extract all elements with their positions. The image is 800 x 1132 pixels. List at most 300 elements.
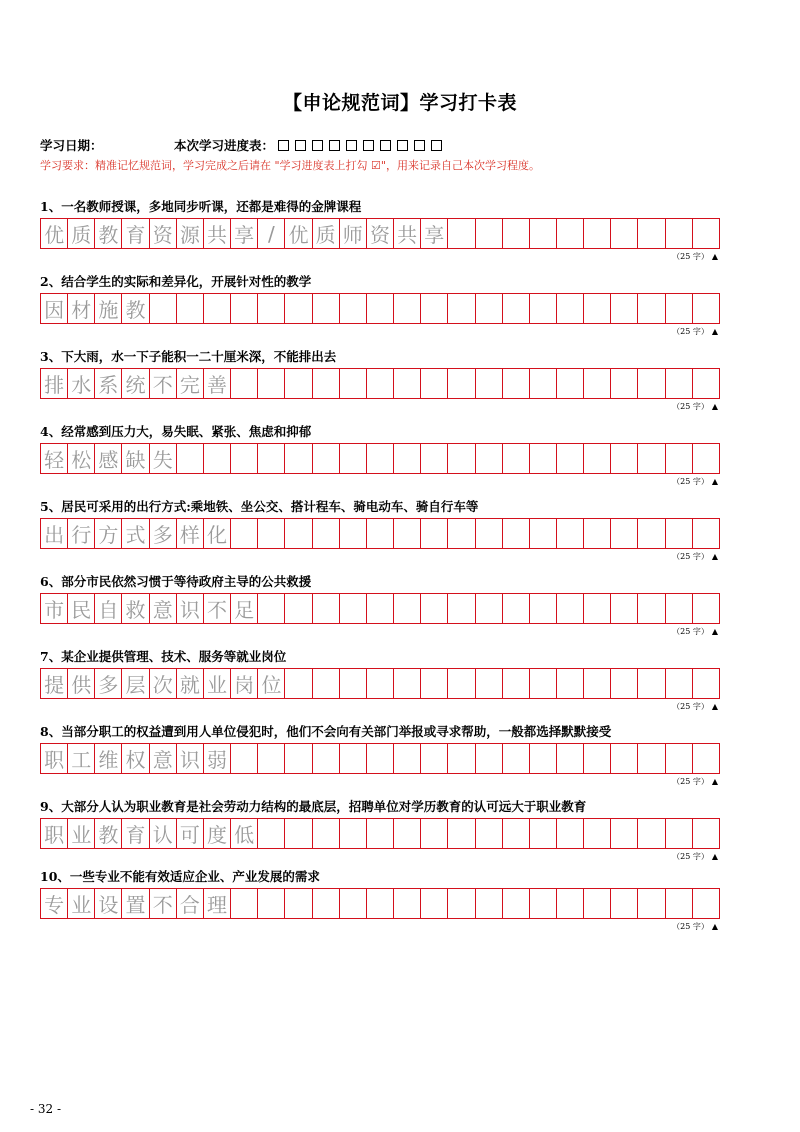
- grid-cell[interactable]: [611, 443, 638, 474]
- grid-cell[interactable]: [448, 818, 475, 849]
- grid-cell[interactable]: 业: [68, 818, 95, 849]
- page-title: 【申论规范词】学习打卡表: [282, 92, 517, 114]
- grid-cell[interactable]: [448, 593, 475, 624]
- grid-cell[interactable]: 失: [150, 443, 177, 474]
- grid-cell[interactable]: [258, 818, 285, 849]
- grid-cell[interactable]: [503, 593, 530, 624]
- grid-cell[interactable]: [476, 593, 503, 624]
- grid-cell[interactable]: [421, 668, 448, 699]
- grid-cell[interactable]: 救: [122, 593, 149, 624]
- grid-cell[interactable]: /: [258, 218, 285, 249]
- grid-cell[interactable]: 意: [150, 743, 177, 774]
- grid-cell[interactable]: [503, 218, 530, 249]
- grid-cell[interactable]: [693, 293, 720, 324]
- grid-cell[interactable]: 置: [122, 888, 149, 919]
- char-count-label: （25 字）: [672, 627, 709, 636]
- grid-cell[interactable]: [476, 888, 503, 919]
- grid-cell[interactable]: [503, 818, 530, 849]
- grid-cell[interactable]: [584, 818, 611, 849]
- grid-cell[interactable]: [204, 443, 231, 474]
- grid-cell[interactable]: [530, 888, 557, 919]
- progress-checkbox[interactable]: [278, 140, 289, 151]
- grid-cell[interactable]: [313, 668, 340, 699]
- grid-cell[interactable]: [367, 668, 394, 699]
- char-count-note: [40, 476, 720, 487]
- grid-cell[interactable]: 共: [394, 218, 421, 249]
- grid-cell[interactable]: [557, 443, 584, 474]
- question-text: 3、下大雨，水一下子能积一二十厘米深，不能排出去: [40, 349, 337, 364]
- practice-item: [40, 348, 720, 412]
- grid-cell[interactable]: [638, 218, 665, 249]
- grid-cell[interactable]: [285, 743, 312, 774]
- grid-cell[interactable]: 优: [285, 218, 312, 249]
- grid-cell[interactable]: [448, 293, 475, 324]
- grid-cell[interactable]: [448, 218, 475, 249]
- triangle-up-icon: ▲: [711, 477, 718, 486]
- grid-cell[interactable]: 民: [68, 593, 95, 624]
- grid-cell[interactable]: [367, 518, 394, 549]
- grid-cell[interactable]: [530, 368, 557, 399]
- grid-cell[interactable]: [177, 443, 204, 474]
- grid-cell[interactable]: [394, 518, 421, 549]
- grid-cell[interactable]: 教: [122, 293, 149, 324]
- grid-cell[interactable]: [448, 368, 475, 399]
- grid-cell[interactable]: [693, 668, 720, 699]
- grid-cell[interactable]: [666, 218, 693, 249]
- grid-cell[interactable]: 弱: [204, 743, 231, 774]
- grid-cell[interactable]: [476, 818, 503, 849]
- grid-cell[interactable]: 低: [231, 818, 258, 849]
- grid-cell[interactable]: [557, 218, 584, 249]
- grid-cell[interactable]: 源: [177, 218, 204, 249]
- grid-cell[interactable]: 不: [150, 368, 177, 399]
- progress-checkbox[interactable]: [397, 140, 408, 151]
- grid-cell[interactable]: [476, 668, 503, 699]
- grid-cell[interactable]: [231, 743, 258, 774]
- grid-cell[interactable]: [503, 668, 530, 699]
- grid-cell[interactable]: [476, 518, 503, 549]
- grid-cell[interactable]: [421, 888, 448, 919]
- grid-cell[interactable]: [231, 293, 258, 324]
- grid-cell[interactable]: [313, 888, 340, 919]
- grid-cell[interactable]: [313, 593, 340, 624]
- grid-cell[interactable]: [340, 818, 367, 849]
- grid-cell[interactable]: 感: [95, 443, 122, 474]
- grid-cell[interactable]: [367, 293, 394, 324]
- grid-cell[interactable]: [313, 293, 340, 324]
- char-count-label: （25 字）: [672, 402, 709, 411]
- question-text: 9、大部分人认为职业教育是社会劳动力结构的最底层，招聘单位对学历教育的认可远大于职业教育: [40, 799, 587, 814]
- grid-cell[interactable]: 资: [367, 218, 394, 249]
- grid-cell[interactable]: 不: [204, 593, 231, 624]
- grid-cell[interactable]: [258, 293, 285, 324]
- grid-cell[interactable]: [584, 293, 611, 324]
- grid-cell[interactable]: [394, 888, 421, 919]
- grid-cell[interactable]: 职: [41, 818, 68, 849]
- grid-cell[interactable]: [367, 593, 394, 624]
- grid-cell[interactable]: 善: [204, 368, 231, 399]
- grid-cell[interactable]: [421, 818, 448, 849]
- grid-cell[interactable]: [530, 668, 557, 699]
- grid-cell[interactable]: [584, 668, 611, 699]
- grid-cell[interactable]: 样: [177, 518, 204, 549]
- grid-cell[interactable]: 共: [204, 218, 231, 249]
- grid-cell[interactable]: 岗: [231, 668, 258, 699]
- grid-cell[interactable]: [611, 668, 638, 699]
- grid-cell[interactable]: [693, 218, 720, 249]
- grid-cell[interactable]: 认: [150, 818, 177, 849]
- grid-cell[interactable]: [611, 888, 638, 919]
- grid-cell[interactable]: 工: [68, 743, 95, 774]
- grid-cell[interactable]: [421, 743, 448, 774]
- grid-cell[interactable]: 式: [122, 518, 149, 549]
- progress-checkbox[interactable]: [346, 140, 357, 151]
- grid-cell[interactable]: [285, 818, 312, 849]
- grid-cell[interactable]: [476, 218, 503, 249]
- grid-cell[interactable]: 教: [95, 218, 122, 249]
- grid-cell[interactable]: [666, 593, 693, 624]
- char-count-note: [40, 551, 720, 562]
- triangle-up-icon: ▲: [711, 552, 718, 561]
- grid-cell[interactable]: 享: [231, 218, 258, 249]
- grid-cell[interactable]: 资: [150, 218, 177, 249]
- grid-cell[interactable]: 提: [41, 668, 68, 699]
- grid-cell[interactable]: [557, 293, 584, 324]
- practice-item: [40, 723, 720, 787]
- grid-cell[interactable]: [666, 668, 693, 699]
- grid-cell[interactable]: [584, 443, 611, 474]
- grid-cell[interactable]: [258, 888, 285, 919]
- grid-cell[interactable]: [340, 593, 367, 624]
- grid-cell[interactable]: 质: [313, 218, 340, 249]
- grid-cell[interactable]: 足: [231, 593, 258, 624]
- char-count-label: （25 字）: [672, 922, 709, 931]
- grid-cell[interactable]: [666, 518, 693, 549]
- grid-cell[interactable]: [367, 443, 394, 474]
- writing-grid: [40, 668, 720, 699]
- grid-cell[interactable]: 设: [95, 888, 122, 919]
- grid-cell[interactable]: [611, 743, 638, 774]
- grid-cell[interactable]: [611, 818, 638, 849]
- grid-cell[interactable]: [285, 593, 312, 624]
- writing-grid: [40, 743, 720, 774]
- grid-cell[interactable]: [313, 818, 340, 849]
- char-count-note: [40, 701, 720, 712]
- grid-cell[interactable]: [231, 368, 258, 399]
- grid-cell[interactable]: [313, 368, 340, 399]
- grid-cell[interactable]: [340, 293, 367, 324]
- grid-cell[interactable]: [394, 293, 421, 324]
- grid-cell[interactable]: [584, 743, 611, 774]
- grid-cell[interactable]: 材: [68, 293, 95, 324]
- grid-cell[interactable]: 多: [150, 518, 177, 549]
- grid-cell[interactable]: [503, 293, 530, 324]
- grid-cell[interactable]: 多: [95, 668, 122, 699]
- grid-cell[interactable]: [503, 443, 530, 474]
- grid-cell[interactable]: [394, 743, 421, 774]
- progress-checkbox[interactable]: [380, 140, 391, 151]
- grid-cell[interactable]: 师: [340, 218, 367, 249]
- grid-cell[interactable]: 教: [95, 818, 122, 849]
- grid-cell[interactable]: [367, 818, 394, 849]
- triangle-up-icon: ▲: [711, 922, 718, 931]
- grid-cell[interactable]: 专: [41, 888, 68, 919]
- grid-cell[interactable]: 优: [41, 218, 68, 249]
- grid-cell[interactable]: 供: [68, 668, 95, 699]
- practice-item: [40, 573, 720, 637]
- grid-cell[interactable]: 统: [122, 368, 149, 399]
- grid-cell[interactable]: [693, 888, 720, 919]
- grid-cell[interactable]: 识: [177, 593, 204, 624]
- grid-cell[interactable]: [394, 443, 421, 474]
- grid-cell[interactable]: [693, 818, 720, 849]
- grid-cell[interactable]: [204, 293, 231, 324]
- grid-cell[interactable]: [530, 518, 557, 549]
- grid-cell[interactable]: [584, 593, 611, 624]
- grid-cell[interactable]: 施: [95, 293, 122, 324]
- grid-cell[interactable]: [638, 293, 665, 324]
- grid-cell[interactable]: 权: [122, 743, 149, 774]
- progress-checkbox[interactable]: [414, 140, 425, 151]
- grid-cell[interactable]: [476, 743, 503, 774]
- grid-cell[interactable]: [421, 518, 448, 549]
- grid-cell[interactable]: [584, 218, 611, 249]
- grid-cell[interactable]: [584, 518, 611, 549]
- grid-cell[interactable]: [367, 368, 394, 399]
- practice-item: [40, 198, 720, 262]
- grid-cell[interactable]: 完: [177, 368, 204, 399]
- grid-cell[interactable]: [448, 888, 475, 919]
- grid-cell[interactable]: [177, 293, 204, 324]
- triangle-up-icon: ▲: [711, 702, 718, 711]
- grid-cell[interactable]: [666, 743, 693, 774]
- grid-cell[interactable]: [421, 593, 448, 624]
- grid-cell[interactable]: 市: [41, 593, 68, 624]
- grid-cell[interactable]: 就: [177, 668, 204, 699]
- grid-cell[interactable]: [313, 518, 340, 549]
- grid-cell[interactable]: 质: [68, 218, 95, 249]
- grid-cell[interactable]: [367, 888, 394, 919]
- grid-cell[interactable]: [557, 593, 584, 624]
- grid-cell[interactable]: 次: [150, 668, 177, 699]
- grid-cell[interactable]: [394, 668, 421, 699]
- practice-item: [40, 423, 720, 487]
- grid-cell[interactable]: [340, 518, 367, 549]
- grid-cell[interactable]: 出: [41, 518, 68, 549]
- grid-cell[interactable]: 意: [150, 593, 177, 624]
- triangle-up-icon: ▲: [711, 627, 718, 636]
- grid-cell[interactable]: [530, 293, 557, 324]
- grid-cell[interactable]: [448, 443, 475, 474]
- grid-cell[interactable]: 维: [95, 743, 122, 774]
- grid-cell[interactable]: 度: [204, 818, 231, 849]
- grid-cell[interactable]: [638, 743, 665, 774]
- grid-cell[interactable]: [367, 743, 394, 774]
- grid-cell[interactable]: [693, 518, 720, 549]
- grid-cell[interactable]: [611, 518, 638, 549]
- grid-cell[interactable]: [258, 368, 285, 399]
- grid-cell[interactable]: [584, 368, 611, 399]
- grid-cell[interactable]: [584, 888, 611, 919]
- grid-cell[interactable]: [693, 443, 720, 474]
- grid-cell[interactable]: [258, 593, 285, 624]
- question-text: 1、一名教师授课，多地同步听课，还都是难得的金牌课程: [40, 199, 362, 214]
- char-count-label: （25 字）: [672, 477, 709, 486]
- grid-cell[interactable]: 业: [68, 888, 95, 919]
- grid-cell[interactable]: [313, 743, 340, 774]
- grid-cell[interactable]: [285, 518, 312, 549]
- grid-cell[interactable]: [638, 668, 665, 699]
- progress-checkbox[interactable]: [363, 140, 374, 151]
- progress-checkbox[interactable]: [312, 140, 323, 151]
- grid-cell[interactable]: [557, 818, 584, 849]
- grid-cell[interactable]: [448, 518, 475, 549]
- grid-cell[interactable]: 轻: [41, 443, 68, 474]
- grid-cell[interactable]: [611, 293, 638, 324]
- grid-cell[interactable]: [638, 818, 665, 849]
- grid-cell[interactable]: [285, 888, 312, 919]
- grid-cell[interactable]: [476, 293, 503, 324]
- grid-cell[interactable]: [313, 443, 340, 474]
- writing-grid: [40, 888, 720, 919]
- grid-cell[interactable]: [638, 593, 665, 624]
- grid-cell[interactable]: [557, 888, 584, 919]
- grid-cell[interactable]: [503, 368, 530, 399]
- grid-cell[interactable]: 可: [177, 818, 204, 849]
- grid-cell[interactable]: [693, 593, 720, 624]
- grid-cell[interactable]: [638, 518, 665, 549]
- practice-item: [40, 868, 720, 932]
- grid-cell[interactable]: [258, 743, 285, 774]
- grid-cell[interactable]: [258, 443, 285, 474]
- grid-cell[interactable]: [340, 888, 367, 919]
- grid-cell[interactable]: [421, 443, 448, 474]
- grid-cell[interactable]: [666, 293, 693, 324]
- grid-cell[interactable]: 职: [41, 743, 68, 774]
- grid-cell[interactable]: [557, 518, 584, 549]
- grid-cell[interactable]: [530, 593, 557, 624]
- grid-cell[interactable]: 缺: [122, 443, 149, 474]
- triangle-up-icon: ▲: [711, 777, 718, 786]
- grid-cell[interactable]: 合: [177, 888, 204, 919]
- question-text: 2、结合学生的实际和差异化，开展针对性的教学: [40, 274, 312, 289]
- grid-cell[interactable]: [503, 743, 530, 774]
- grid-cell[interactable]: [666, 443, 693, 474]
- grid-cell[interactable]: [693, 743, 720, 774]
- grid-cell[interactable]: [231, 443, 258, 474]
- writing-grid: [40, 218, 720, 249]
- grid-cell[interactable]: [340, 368, 367, 399]
- grid-cell[interactable]: [503, 888, 530, 919]
- grid-cell[interactable]: [231, 888, 258, 919]
- grid-cell[interactable]: [285, 368, 312, 399]
- grid-cell[interactable]: [666, 368, 693, 399]
- practice-item: [40, 498, 720, 562]
- grid-cell[interactable]: [611, 218, 638, 249]
- grid-cell[interactable]: [638, 368, 665, 399]
- grid-cell[interactable]: [421, 368, 448, 399]
- grid-cell[interactable]: [503, 518, 530, 549]
- grid-cell[interactable]: 不: [150, 888, 177, 919]
- grid-cell[interactable]: 享: [421, 218, 448, 249]
- progress-label: 本次学习进度表：: [174, 138, 275, 153]
- progress-checkbox[interactable]: [431, 140, 442, 151]
- grid-cell[interactable]: [557, 743, 584, 774]
- grid-cell[interactable]: [421, 293, 448, 324]
- triangle-up-icon: ▲: [711, 327, 718, 336]
- grid-cell[interactable]: 层: [122, 668, 149, 699]
- grid-cell[interactable]: [448, 743, 475, 774]
- grid-cell[interactable]: [150, 293, 177, 324]
- grid-cell[interactable]: [530, 218, 557, 249]
- grid-cell[interactable]: 系: [95, 368, 122, 399]
- study-requirement: 学习要求：精准记忆规范词，学习完成之后请在 "学习进度表上打勾 ☑"，用来记录自己本次学习程度。: [40, 159, 540, 172]
- question-text: 7、某企业提供管理、技术、服务等就业岗位: [40, 649, 287, 664]
- grid-cell[interactable]: [285, 293, 312, 324]
- grid-cell[interactable]: [394, 368, 421, 399]
- grid-cell[interactable]: [231, 518, 258, 549]
- char-count-note: [40, 921, 720, 932]
- grid-cell[interactable]: 位: [258, 668, 285, 699]
- grid-cell[interactable]: [666, 818, 693, 849]
- grid-cell[interactable]: [394, 593, 421, 624]
- study-date-label: 学习日期：: [40, 138, 103, 153]
- grid-cell[interactable]: 自: [95, 593, 122, 624]
- grid-cell[interactable]: [340, 668, 367, 699]
- grid-cell[interactable]: [285, 443, 312, 474]
- grid-cell[interactable]: 排: [41, 368, 68, 399]
- writing-grid: [40, 818, 720, 849]
- grid-cell[interactable]: [638, 888, 665, 919]
- grid-cell[interactable]: 化: [204, 518, 231, 549]
- grid-cell[interactable]: 识: [177, 743, 204, 774]
- char-count-note: [40, 626, 720, 637]
- char-count-note: [40, 326, 720, 337]
- grid-cell[interactable]: [476, 368, 503, 399]
- grid-cell[interactable]: [340, 743, 367, 774]
- grid-cell[interactable]: [557, 668, 584, 699]
- grid-cell[interactable]: [693, 368, 720, 399]
- question-text: 10、一些专业不能有效适应企业、产业发展的需求: [40, 869, 320, 884]
- grid-cell[interactable]: 水: [68, 368, 95, 399]
- grid-cell[interactable]: [530, 743, 557, 774]
- grid-cell[interactable]: 方: [95, 518, 122, 549]
- grid-cell[interactable]: [530, 818, 557, 849]
- grid-cell[interactable]: [666, 888, 693, 919]
- grid-cell[interactable]: [285, 668, 312, 699]
- grid-cell[interactable]: [258, 518, 285, 549]
- grid-cell[interactable]: [557, 368, 584, 399]
- char-count-label: （25 字）: [672, 327, 709, 336]
- grid-cell[interactable]: 理: [204, 888, 231, 919]
- grid-cell[interactable]: 松: [68, 443, 95, 474]
- grid-cell[interactable]: 业: [204, 668, 231, 699]
- grid-cell[interactable]: [448, 668, 475, 699]
- grid-cell[interactable]: [611, 368, 638, 399]
- grid-cell[interactable]: [530, 443, 557, 474]
- grid-cell[interactable]: 因: [41, 293, 68, 324]
- grid-cell[interactable]: [340, 443, 367, 474]
- grid-cell[interactable]: 行: [68, 518, 95, 549]
- grid-cell[interactable]: 育: [122, 818, 149, 849]
- grid-cell[interactable]: [638, 443, 665, 474]
- grid-cell[interactable]: [476, 443, 503, 474]
- progress-checkbox[interactable]: [329, 140, 340, 151]
- grid-cell[interactable]: [611, 593, 638, 624]
- grid-cell[interactable]: [394, 818, 421, 849]
- grid-cell[interactable]: 育: [122, 218, 149, 249]
- progress-checkbox[interactable]: [295, 140, 306, 151]
